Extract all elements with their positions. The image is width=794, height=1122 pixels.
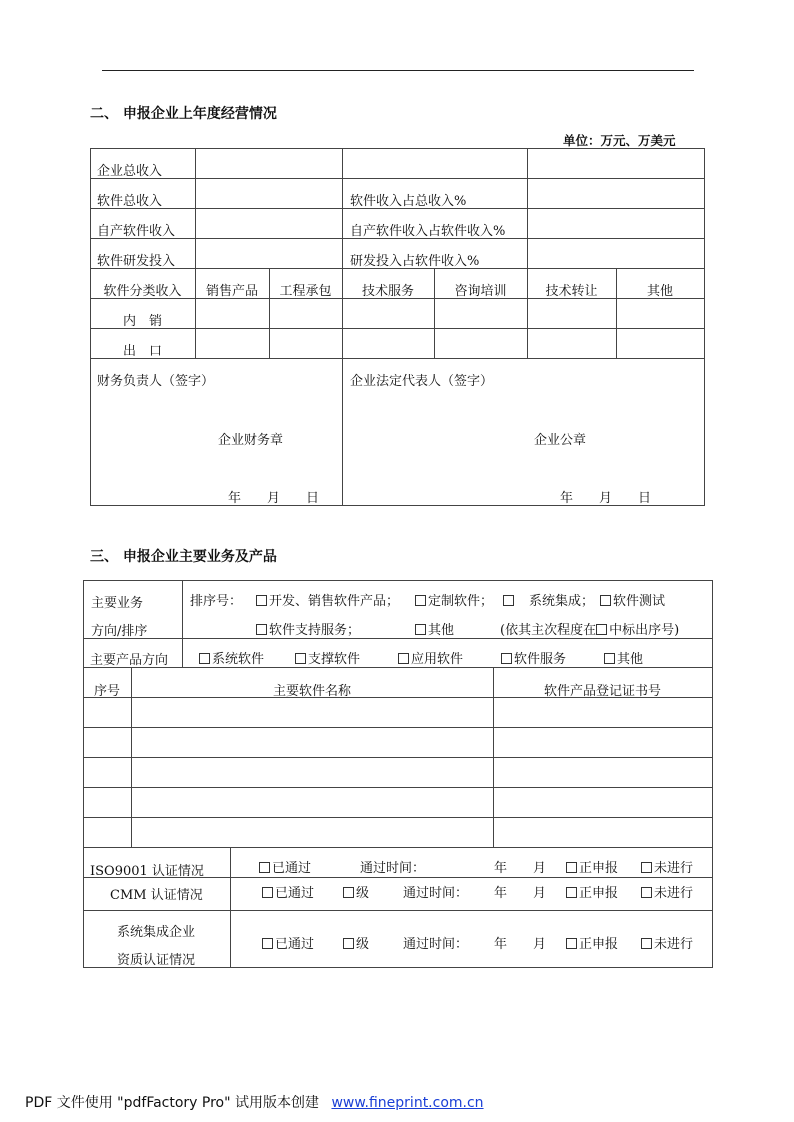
section2-title: 二、 申报企业上年度经营情况	[90, 106, 277, 122]
label-software-income: 软件总收入	[97, 194, 163, 209]
iso-not-started[interactable]: 未进行	[641, 857, 693, 876]
opt-custom-software[interactable]: 定制软件；	[415, 590, 493, 609]
finance-signer-label: 财务负责人（签字）	[97, 374, 215, 389]
finance-seal-label: 企业财务章	[218, 433, 284, 448]
checkbox-icon[interactable]	[501, 653, 512, 664]
footer-link[interactable]: www.fineprint.com.cn	[331, 1095, 484, 1111]
checkbox-icon	[596, 624, 607, 635]
cmm-pass-time: 通过时间：	[403, 886, 469, 901]
top-rule	[102, 70, 694, 71]
sys-label-1: 系统集成企业	[117, 925, 196, 940]
opt-system-software[interactable]: 系统软件	[199, 648, 264, 667]
checkbox-icon[interactable]	[604, 653, 615, 664]
label-software-ratio: 软件收入占总收入%	[350, 194, 467, 209]
sys-label-2: 资质认证情况	[117, 953, 196, 968]
cmm-applying[interactable]: 正申报	[566, 882, 618, 901]
iso-applying[interactable]: 正申报	[566, 857, 618, 876]
company-seal-label: 企业公章	[534, 433, 587, 448]
checkbox-icon[interactable]	[398, 653, 409, 664]
order-label: 排序号：	[190, 594, 243, 609]
iso-pass-time: 通过时间：	[360, 861, 426, 876]
unit-label: 单位：万元、万美元	[563, 133, 676, 148]
iso-label: ISO9001 认证情况	[90, 864, 204, 879]
checkbox-icon[interactable]	[256, 624, 267, 635]
product-label: 主要产品方向	[90, 653, 169, 668]
checkbox-icon[interactable]	[641, 887, 652, 898]
sys-passed[interactable]: 已通过	[262, 933, 314, 952]
checkbox-icon[interactable]	[566, 887, 577, 898]
section3-title: 三、 申报企业主要业务及产品	[90, 549, 277, 565]
cmm-label: CMM 认证情况	[110, 888, 203, 903]
opt-other-business[interactable]: 其他	[415, 619, 454, 638]
footer-text: PDF 文件使用 "pdfFactory Pro" 试用版本创建	[25, 1095, 320, 1111]
sys-level[interactable]: 级	[343, 933, 369, 952]
finance-date: 年 月 日	[228, 491, 320, 506]
opt-software-testing[interactable]: 软件测试	[600, 590, 665, 609]
opt-software-support[interactable]: 软件支持服务；	[256, 619, 360, 638]
legal-signer-label: 企业法定代表人（签字）	[350, 374, 494, 389]
opt-system-integration[interactable]: 系统集成；	[503, 590, 594, 609]
header-engineering: 工程承包	[279, 284, 332, 299]
opt-other-product[interactable]: 其他	[604, 648, 643, 667]
business-note: (依其主次程度在 中标出序号)	[500, 623, 680, 638]
label-export: 出 口	[122, 344, 162, 359]
sys-not-started[interactable]: 未进行	[641, 933, 693, 952]
checkbox-icon[interactable]	[199, 653, 210, 664]
opt-software-service[interactable]: 软件服务	[501, 648, 566, 667]
checkbox-icon[interactable]	[343, 938, 354, 949]
label-rd-invest: 软件研发投入	[97, 254, 176, 269]
header-other: 其他	[646, 284, 673, 299]
label-own-ratio: 自产软件收入占软件收入%	[350, 224, 506, 239]
checkbox-icon[interactable]	[600, 595, 611, 606]
checkbox-icon[interactable]	[295, 653, 306, 664]
label-own-software: 自产软件收入	[97, 224, 176, 239]
checkbox-icon[interactable]	[566, 862, 577, 873]
iso-year-month: 年 月	[494, 861, 547, 876]
sys-pass-time: 通过时间：	[403, 937, 469, 952]
opt-application-software[interactable]: 应用软件	[398, 648, 463, 667]
cmm-passed[interactable]: 已通过	[262, 882, 314, 901]
checkbox-icon[interactable]	[641, 862, 652, 873]
checkbox-icon[interactable]	[343, 887, 354, 898]
header-no: 序号	[94, 684, 121, 699]
checkbox-icon[interactable]	[641, 938, 652, 949]
cmm-not-started[interactable]: 未进行	[641, 882, 693, 901]
label-domestic: 内 销	[122, 314, 162, 329]
pdf-footer	[25, 1092, 484, 1112]
label-total-income: 企业总收入	[97, 164, 163, 179]
header-consulting: 咨询培训	[454, 284, 507, 299]
header-sales: 销售产品	[205, 284, 258, 299]
checkbox-icon[interactable]	[503, 595, 514, 606]
sys-year-month: 年 月	[494, 937, 547, 952]
checkbox-icon[interactable]	[259, 862, 270, 873]
legal-date: 年 月 日	[560, 491, 652, 506]
sys-applying[interactable]: 正申报	[566, 933, 618, 952]
iso-passed[interactable]: 已通过	[259, 857, 311, 876]
checkbox-icon[interactable]	[566, 938, 577, 949]
header-category-income: 软件分类收入	[103, 284, 182, 299]
checkbox-icon[interactable]	[262, 938, 273, 949]
checkbox-icon[interactable]	[256, 595, 267, 606]
business-label-2: 方向/排序	[91, 624, 148, 639]
header-tech-service: 技术服务	[361, 284, 414, 299]
label-rd-ratio: 研发投入占软件收入%	[350, 254, 480, 269]
checkbox-icon[interactable]	[415, 595, 426, 606]
opt-support-software[interactable]: 支撑软件	[295, 648, 360, 667]
checkbox-icon[interactable]	[262, 887, 273, 898]
cmm-level[interactable]: 级	[343, 882, 369, 901]
cmm-year-month: 年 月	[494, 886, 547, 901]
checkbox-icon[interactable]	[415, 624, 426, 635]
business-label-1: 主要业务	[91, 596, 144, 611]
opt-develop-sell[interactable]: 开发、销售软件产品；	[256, 590, 399, 609]
header-software-name: 主要软件名称	[272, 684, 351, 699]
header-cert-no: 软件产品登记证书号	[543, 684, 661, 699]
header-tech-transfer: 技术转让	[545, 284, 598, 299]
